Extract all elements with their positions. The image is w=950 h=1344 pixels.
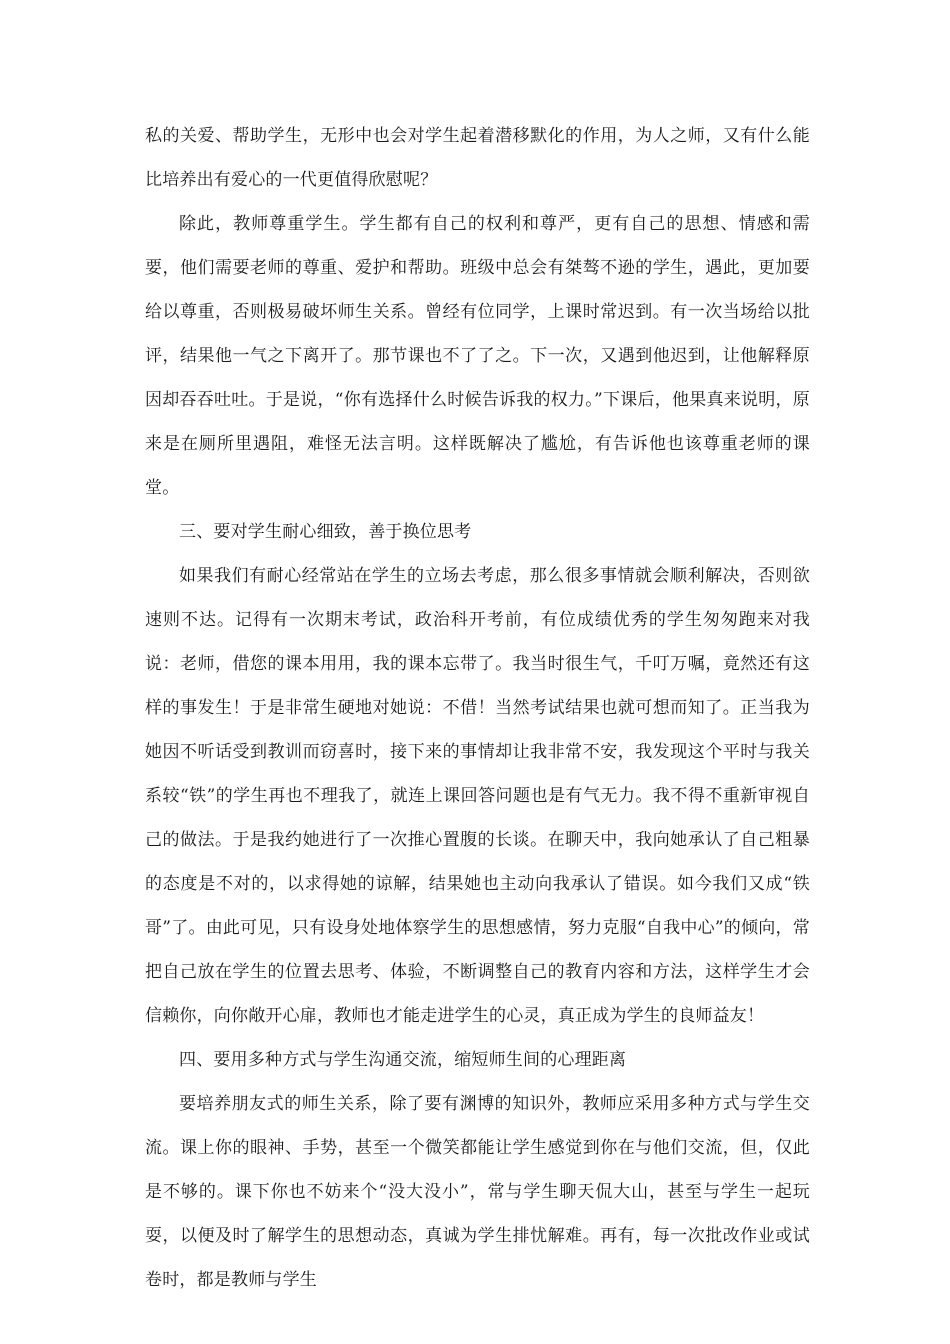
paragraph-communication: 要培养朋友式的师生关系，除了要有渊博的知识外，教师应采用多种方式与学生交流。课上你的眼神、手势，甚至一个微笑都能让学生感觉到你在与他们交流，但，仅此是不够的。课下你也不妨来个“没大没小”，常与学生聊天侃大山，甚至与学生一起玩耍，以便及时了解学生的思想动态，真诚为学生排忧解难。再有，每一次批改作业或试卷时，都是教师与学生 xyxy=(145,1094,810,1290)
paragraph-continuation: 私的关爱、帮助学生，无形中也会对学生起着潜移默化的作用，为人之师，又有什么能比培养出有爱心的一代更值得欣慰呢？ xyxy=(145,126,810,190)
document-body xyxy=(145,114,810,1302)
paragraph-respect-students: 除此，教师尊重学生。学生都有自己的权利和尊严，更有自己的思想、情感和需要，他们需要老师的尊重、爱护和帮助。班级中总会有桀骜不逊的学生，遇此，更加要给以尊重，否则极易破坏师生关系。曾经有位同学，上课时常迟到。有一次当场给以批评，结果他一气之下离开了。那节课也不了了之。下一次，又遇到他迟到，让他解释原因却吞吞吐吐。于是说，“你有选择什么时候告诉我的权力。”下课后，他果真来说明，原来是在厕所里遇阻，难怪无法言明。这样既解决了尴尬，有告诉他也该尊重老师的课堂。 xyxy=(145,214,810,498)
section-heading-three: 三、要对学生耐心细致，善于换位思考 xyxy=(179,522,472,542)
paragraph-patience-empathy: 如果我们有耐心经常站在学生的立场去考虑，那么很多事情就会顺利解决，否则欲速则不达。记得有一次期末考试，政治科开考前，有位成绩优秀的学生匆匆跑来对我说：老师，借您的课本用用，我的课本忘带了。我当时很生气，千叮万嘱，竟然还有这样的事发生！于是非常生硬地对她说：不借！当然考试结果也就可想而知了。正当我为她因不听话受到教训而窃喜时，接下来的事情却让我非常不安，我发现这个平时与我关系较“铁”的学生再也不理我了，就连上课回答问题也是有气无力。我不得不重新审视自己的做法。于是我约她进行了一次推心置腹的长谈。在聊天中，我向她承认了自己粗暴的态度是不对的，以求得她的谅解，结果她也主动向我承认了错误。如今我们又成“铁哥”了。由此可见，只有设身处地体察学生的思想感情，努力克服“自我中心”的倾向，常把自己放在学生的位置去思考、体验，不断调整自己的教育内容和方法，这样学生才会信赖你，向你敞开心扉，教师也才能走进学生的心灵，真正成为学生的良师益友！ xyxy=(145,566,810,1026)
section-heading-four: 四、要用多种方式与学生沟通交流，缩短师生间的心理距离 xyxy=(179,1050,627,1070)
